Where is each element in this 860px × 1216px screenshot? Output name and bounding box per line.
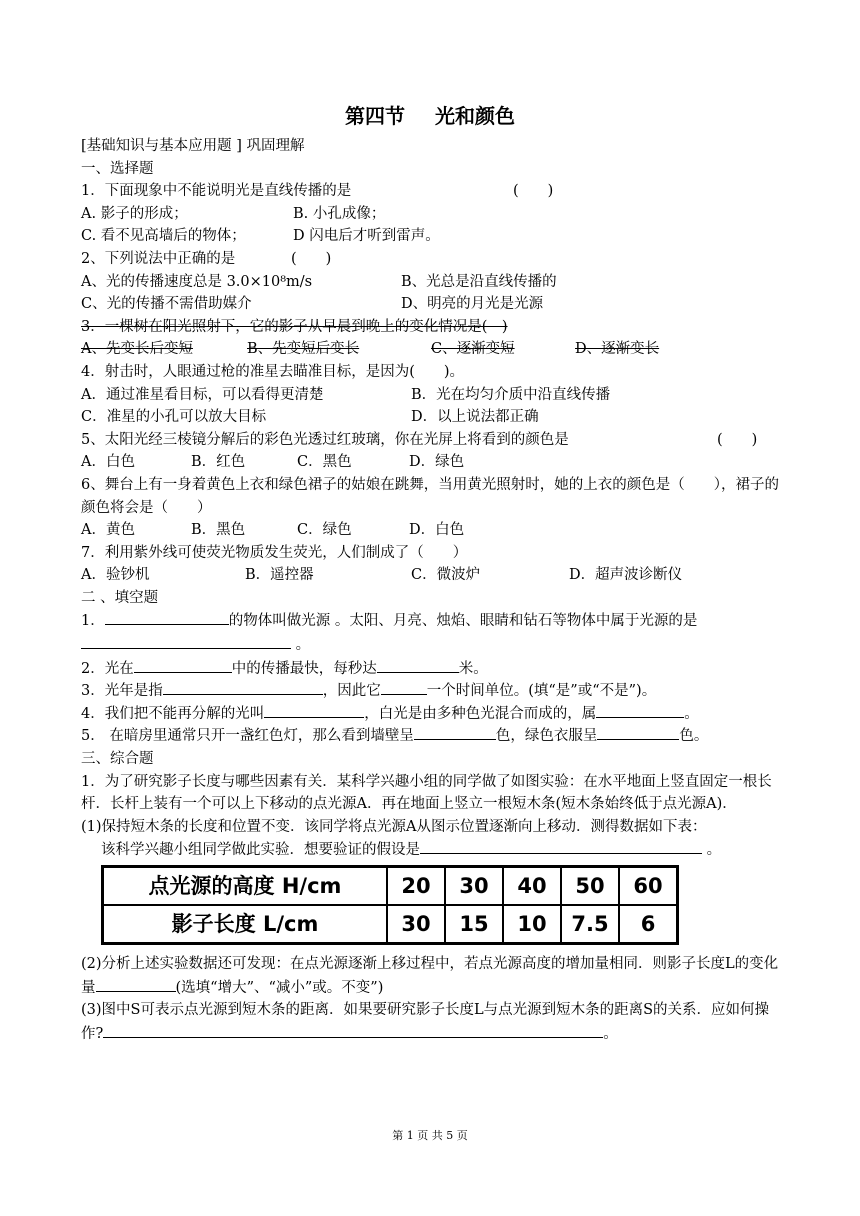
option-a: A．通过准星看目标，可以看得更清楚	[81, 386, 324, 403]
fill-text: 。	[603, 1025, 618, 1042]
fill-text: 5． 在暗房里通常只开一盏红色灯，那么看到墙壁呈	[81, 728, 414, 745]
question-2	[81, 248, 781, 271]
option-d: D、逐渐变长	[575, 341, 660, 358]
answer-blank	[377, 657, 459, 673]
fill-text: 米。	[458, 660, 488, 677]
fill-text: 。	[684, 705, 699, 722]
question-stem: 3．一棵树在阳光照射下，它的影子从早晨到晚上的变化情况是( )	[81, 318, 508, 335]
answer-blank	[163, 679, 323, 695]
question-4: 4．射击时，人眼通过枪的准星去瞄准目标，是因为( )。	[81, 363, 465, 380]
sub-question-3	[81, 999, 781, 1045]
option-d: D、明亮的月光是光源	[401, 296, 544, 313]
option-d: D 闪电后才听到雷声。	[293, 228, 440, 245]
hypothesis-line	[81, 838, 781, 861]
question-stem: 1．下面现象中不能说明光是直线传播的是	[81, 183, 352, 200]
fill-text: 2．光在	[81, 660, 134, 677]
question-stem: 5、太阳光经三棱镜分解后的彩色光透过红玻璃，你在光屏上将看到的颜色是	[81, 431, 569, 448]
options-row	[81, 338, 781, 361]
section-heading-choice: 一、选择题	[81, 160, 154, 177]
option-b: B、先变短后变长	[247, 341, 360, 358]
option-d: D．绿色	[409, 454, 465, 471]
table-cell: 6	[619, 905, 678, 944]
options-row	[81, 203, 781, 226]
option-b: B．光在均匀介质中沿直线传播	[411, 386, 611, 403]
answer-blank	[381, 679, 427, 695]
document-body	[81, 135, 781, 1045]
answer-blank	[596, 702, 684, 718]
options-row	[81, 293, 781, 316]
table-cell: 10	[503, 905, 561, 944]
option-c: C．绿色	[297, 522, 352, 539]
fill-text: ，因此它	[322, 683, 381, 700]
option-a: A、光的传播速度总是 3.0×10⁸m/s	[81, 273, 313, 290]
table-cell: 30	[387, 905, 445, 944]
fill-text: ，白光是由多种色光混合而成的，属	[364, 705, 597, 722]
option-c: C．微波炉	[411, 567, 481, 584]
table-row-label: 影子长度 L/cm	[103, 905, 388, 944]
fill-text: (3)图中S可表示点光源到短木条的距离．如果要研究影子长度L与点光源到短木条的距离S的关系．应如何操作?	[81, 1002, 770, 1042]
answer-blank	[105, 609, 229, 625]
options-row	[81, 225, 781, 248]
answer-blank	[414, 724, 496, 740]
section-title	[0, 100, 860, 129]
option-c: C. 看不见高墙后的物体；	[81, 228, 246, 245]
fill-text: 的物体叫做光源 。太阳、月亮、烛焰、眼睛和钻石等物体中属于光源的是	[228, 613, 698, 630]
answer-blank	[81, 633, 291, 649]
options-row	[81, 519, 781, 542]
option-d: D．以上说法都正确	[411, 409, 539, 426]
option-b: B．红色	[191, 454, 246, 471]
option-a: A．黄色	[81, 522, 135, 539]
title-section-number: 第四节	[345, 104, 405, 128]
options-row	[81, 406, 781, 429]
fill-text: 一个时间单位。(填“是”或“不是”)。	[426, 683, 657, 700]
answer-paren: ( )	[513, 183, 554, 200]
fill-question-3	[81, 679, 781, 702]
option-c: C．准星的小孔可以放大目标	[81, 409, 267, 426]
table-cell: 40	[503, 867, 561, 906]
option-a: A．验钞机	[81, 567, 150, 584]
options-row	[81, 384, 781, 407]
option-c: C．黑色	[297, 454, 352, 471]
options-row	[81, 564, 781, 587]
option-d: D．白色	[409, 522, 465, 539]
table-cell: 7.5	[561, 905, 619, 944]
options-row	[81, 451, 781, 474]
fill-text: 该科学兴趣小组同学做此实验．想要验证的假设是	[101, 842, 420, 859]
fill-text: 中的传播最快，每秒达	[231, 660, 377, 677]
table-row	[103, 867, 678, 906]
option-a: A. 影子的形成；	[81, 205, 188, 222]
section-heading-comprehensive: 三、综合题	[81, 751, 154, 768]
data-table	[101, 865, 679, 945]
fill-question-2	[81, 657, 781, 680]
table-cell: 50	[561, 867, 619, 906]
fill-question-5	[81, 724, 781, 748]
sub-question-2	[81, 953, 781, 999]
option-c: C、逐渐变短	[431, 341, 515, 358]
answer-paren: ( )	[717, 431, 758, 448]
sub-question-1: (1)保持短木条的长度和位置不变．该同学将点光源A从图示位置逐渐向上移动．测得数据如下表：	[81, 818, 707, 835]
answer-blank	[96, 976, 176, 992]
option-b: B．遥控器	[245, 567, 314, 584]
question-stem: 2、下列说法中正确的是	[81, 250, 236, 267]
table-cell: 60	[619, 867, 678, 906]
fill-text: 。	[291, 637, 311, 654]
fill-text: 3．光年是指	[81, 683, 163, 700]
table-cell: 15	[445, 905, 503, 944]
question-1	[81, 180, 781, 203]
option-c: C、光的传播不需借助媒介	[81, 296, 252, 313]
answer-blank	[597, 724, 679, 740]
fill-text: 。	[702, 842, 722, 859]
fill-text: 色。	[679, 728, 709, 745]
question-6: 6、舞台上有一身着黄色上衣和绿色裙子的姑娘在跳舞，当用黄光照射时，她的上衣的颜色是（ ），裙子的颜色将会是（ ）	[81, 476, 779, 516]
option-d: D．超声波诊断仪	[569, 567, 683, 584]
options-row	[81, 271, 781, 294]
answer-blank	[420, 838, 702, 854]
question-3	[81, 316, 781, 339]
page-footer: 第 1 页 共 5 页	[392, 1129, 468, 1142]
question-7: 7．利用紫外线可使荧光物质发生荧光，人们制成了（ ）	[81, 544, 468, 561]
fill-text: 色，绿色衣服呈	[495, 728, 598, 745]
answer-blank	[134, 657, 232, 673]
title-topic: 光和颜色	[435, 104, 515, 128]
answer-blank	[103, 1022, 603, 1038]
option-b: B. 小孔成像；	[293, 205, 386, 222]
fill-text: 4．我们把不能再分解的光叫	[81, 705, 265, 722]
question-5	[81, 429, 781, 452]
fill-text: (选填“增大”、“减小”或。不变”)	[175, 979, 384, 996]
option-b: B、光总是沿直线传播的	[401, 273, 557, 290]
fill-question-1	[81, 609, 781, 656]
table-row	[103, 905, 678, 944]
option-a: A．白色	[81, 454, 135, 471]
fill-question-4	[81, 702, 781, 725]
option-b: B．黑色	[191, 522, 246, 539]
comprehensive-question-1: 1．为了研究影子长度与哪些因素有关．某科学兴趣小组的同学做了如图实验：在水平地面上竖直固定一根长杆．长杆上装有一个可以上下移动的点光源A．再在地面上竖立一根短木条(短木条始终低于点光源A)．	[81, 773, 772, 813]
fill-text: 1．	[81, 613, 105, 630]
table-cell: 20	[387, 867, 445, 906]
answer-paren: ( )	[291, 250, 332, 267]
intro-line: [基础知识与基本应用题 ] 巩固理解	[81, 138, 305, 154]
table-row-label: 点光源的高度 H/cm	[103, 867, 388, 906]
section-heading-fill: 二 、填空题	[81, 589, 159, 606]
option-a: A、先变长后变短	[81, 341, 193, 358]
table-cell: 30	[445, 867, 503, 906]
answer-blank	[264, 702, 364, 718]
fill-text: (2)分析上述实验数据还可发现：在点光源逐渐上移过程中，若点光源高度的增加量相同．则影子长度L的变化量	[81, 956, 779, 996]
